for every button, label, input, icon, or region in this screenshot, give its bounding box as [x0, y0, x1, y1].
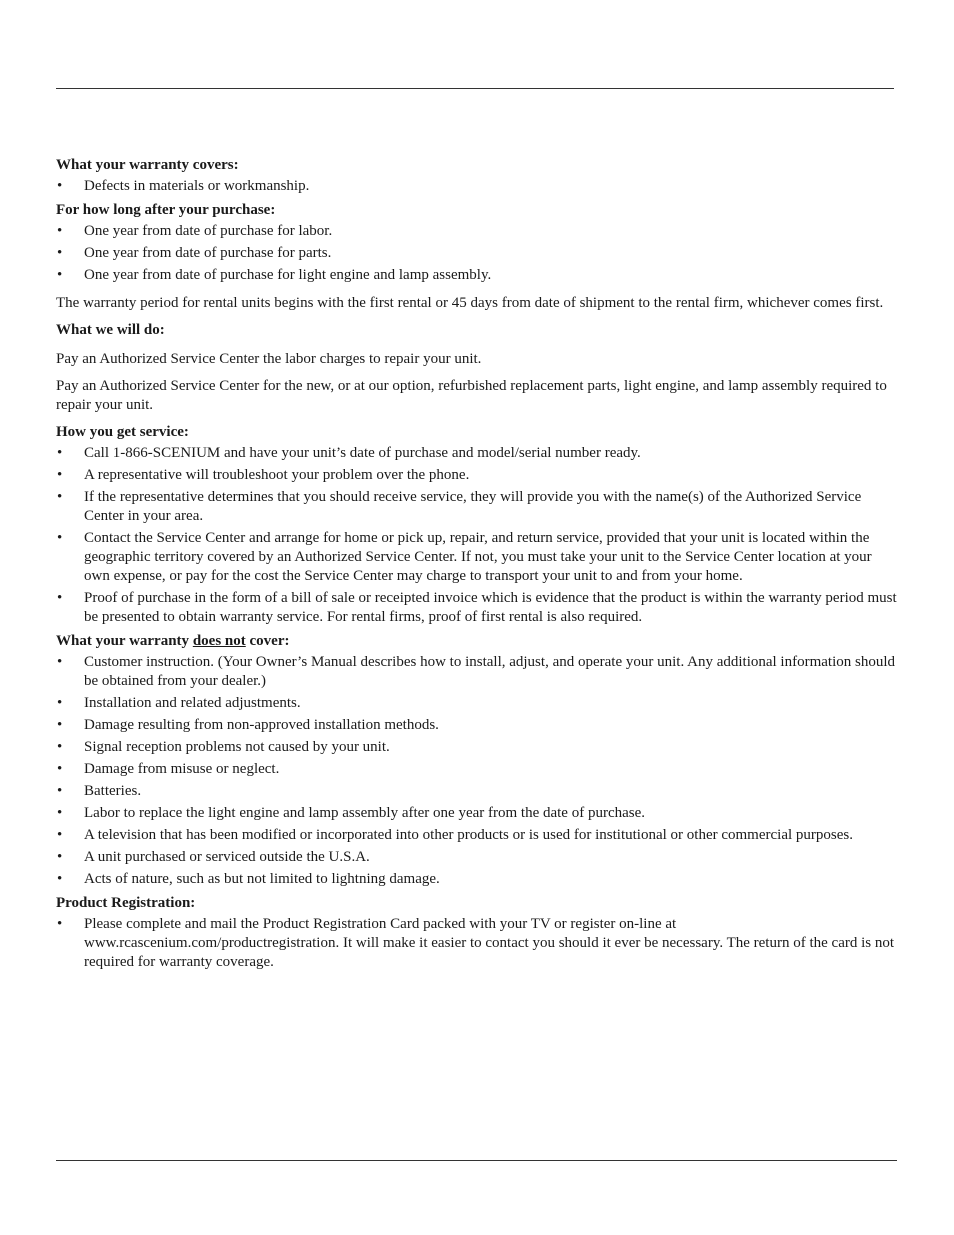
list-item: • Installation and related adjustments. — [56, 694, 898, 713]
not-cover-heading-pre: What your warranty — [56, 633, 193, 649]
list-item: • Customer instruction. (Your Owner’s Manual describes how to install, adjust, and operate your unit. Any additional information should be obtained from your dealer.) — [56, 653, 898, 691]
list-item: • Call 1-866-SCENIUM and have your unit’s date of purchase and model/serial number ready. — [56, 444, 898, 463]
covers-list — [56, 177, 898, 196]
list-item: • Please complete and mail the Product Registration Card packed with your TV or register on-line at www.rcascenium.com/productregistration. It will make it easier to contact you should it ever be necessary. The return of the card is not required for warranty coverage. — [56, 915, 898, 972]
list-item: • One year from date of purchase for parts. — [56, 244, 898, 263]
will-do-paragraph: Pay an Authorized Service Center for the new, or at our option, refurbished replacement parts, light engine, and lamp assembly required to repair your unit. — [56, 378, 887, 413]
not-cover-list — [56, 653, 898, 889]
list-item: • Defects in materials or workmanship. — [56, 177, 898, 196]
duration-heading: For how long after your purchase: — [56, 202, 276, 218]
list-item: • A unit purchased or serviced outside the U.S.A. — [56, 848, 898, 867]
will-do-paragraph: Pay an Authorized Service Center the labor charges to repair your unit. — [56, 351, 482, 367]
bottom-rule — [56, 1160, 897, 1161]
not-cover-heading — [56, 632, 898, 651]
rental-note: The warranty period for rental units begins with the first rental or 45 days from date of shipment to the rental firm, whichever comes first. — [56, 295, 884, 311]
list-item: • Signal reception problems not caused by your unit. — [56, 738, 898, 757]
service-heading: How you get service: — [56, 424, 189, 440]
not-cover-heading-post: cover: — [245, 633, 290, 649]
list-item: • A representative will troubleshoot your problem over the phone. — [56, 466, 898, 485]
list-item: • One year from date of purchase for labor. — [56, 222, 898, 241]
list-item: • Contact the Service Center and arrange for home or pick up, repair, and return service, provided that your unit is located within the geographic territory covered by an Authorized Service Center. If not, you must take your unit to the Service Center location at your own expense, or pay for the cost the Service Center may charge to transport your unit to and from your home. — [56, 529, 898, 586]
duration-list — [56, 222, 898, 285]
registration-heading: Product Registration: — [56, 895, 196, 911]
warranty-text — [56, 156, 898, 977]
top-rule — [56, 88, 894, 89]
will-do-heading: What we will do: — [56, 322, 165, 338]
list-item: • Proof of purchase in the form of a bill of sale or receipted invoice which is evidence that the product is within the warranty period must be presented to obtain warranty service. For rental firms, proof of first rental is also required. — [56, 589, 898, 627]
list-item: • Damage from misuse or neglect. — [56, 760, 898, 779]
list-item: • If the representative determines that you should receive service, they will provide you with the name(s) of the Authorized Service Center in your area. — [56, 488, 898, 526]
registration-list — [56, 915, 898, 972]
service-list — [56, 444, 898, 627]
covers-heading: What your warranty covers: — [56, 157, 239, 173]
list-item: • Batteries. — [56, 782, 898, 801]
not-cover-heading-emphasis: does not — [192, 633, 246, 649]
list-item: • One year from date of purchase for light engine and lamp assembly. — [56, 266, 898, 285]
list-item: • Damage resulting from non-approved installation methods. — [56, 716, 898, 735]
list-item: • Labor to replace the light engine and lamp assembly after one year from the date of purchase. — [56, 804, 898, 823]
list-item: • Acts of nature, such as but not limited to lightning damage. — [56, 870, 898, 889]
list-item: • A television that has been modified or incorporated into other products or is used for institutional or other commercial purposes. — [56, 826, 898, 845]
